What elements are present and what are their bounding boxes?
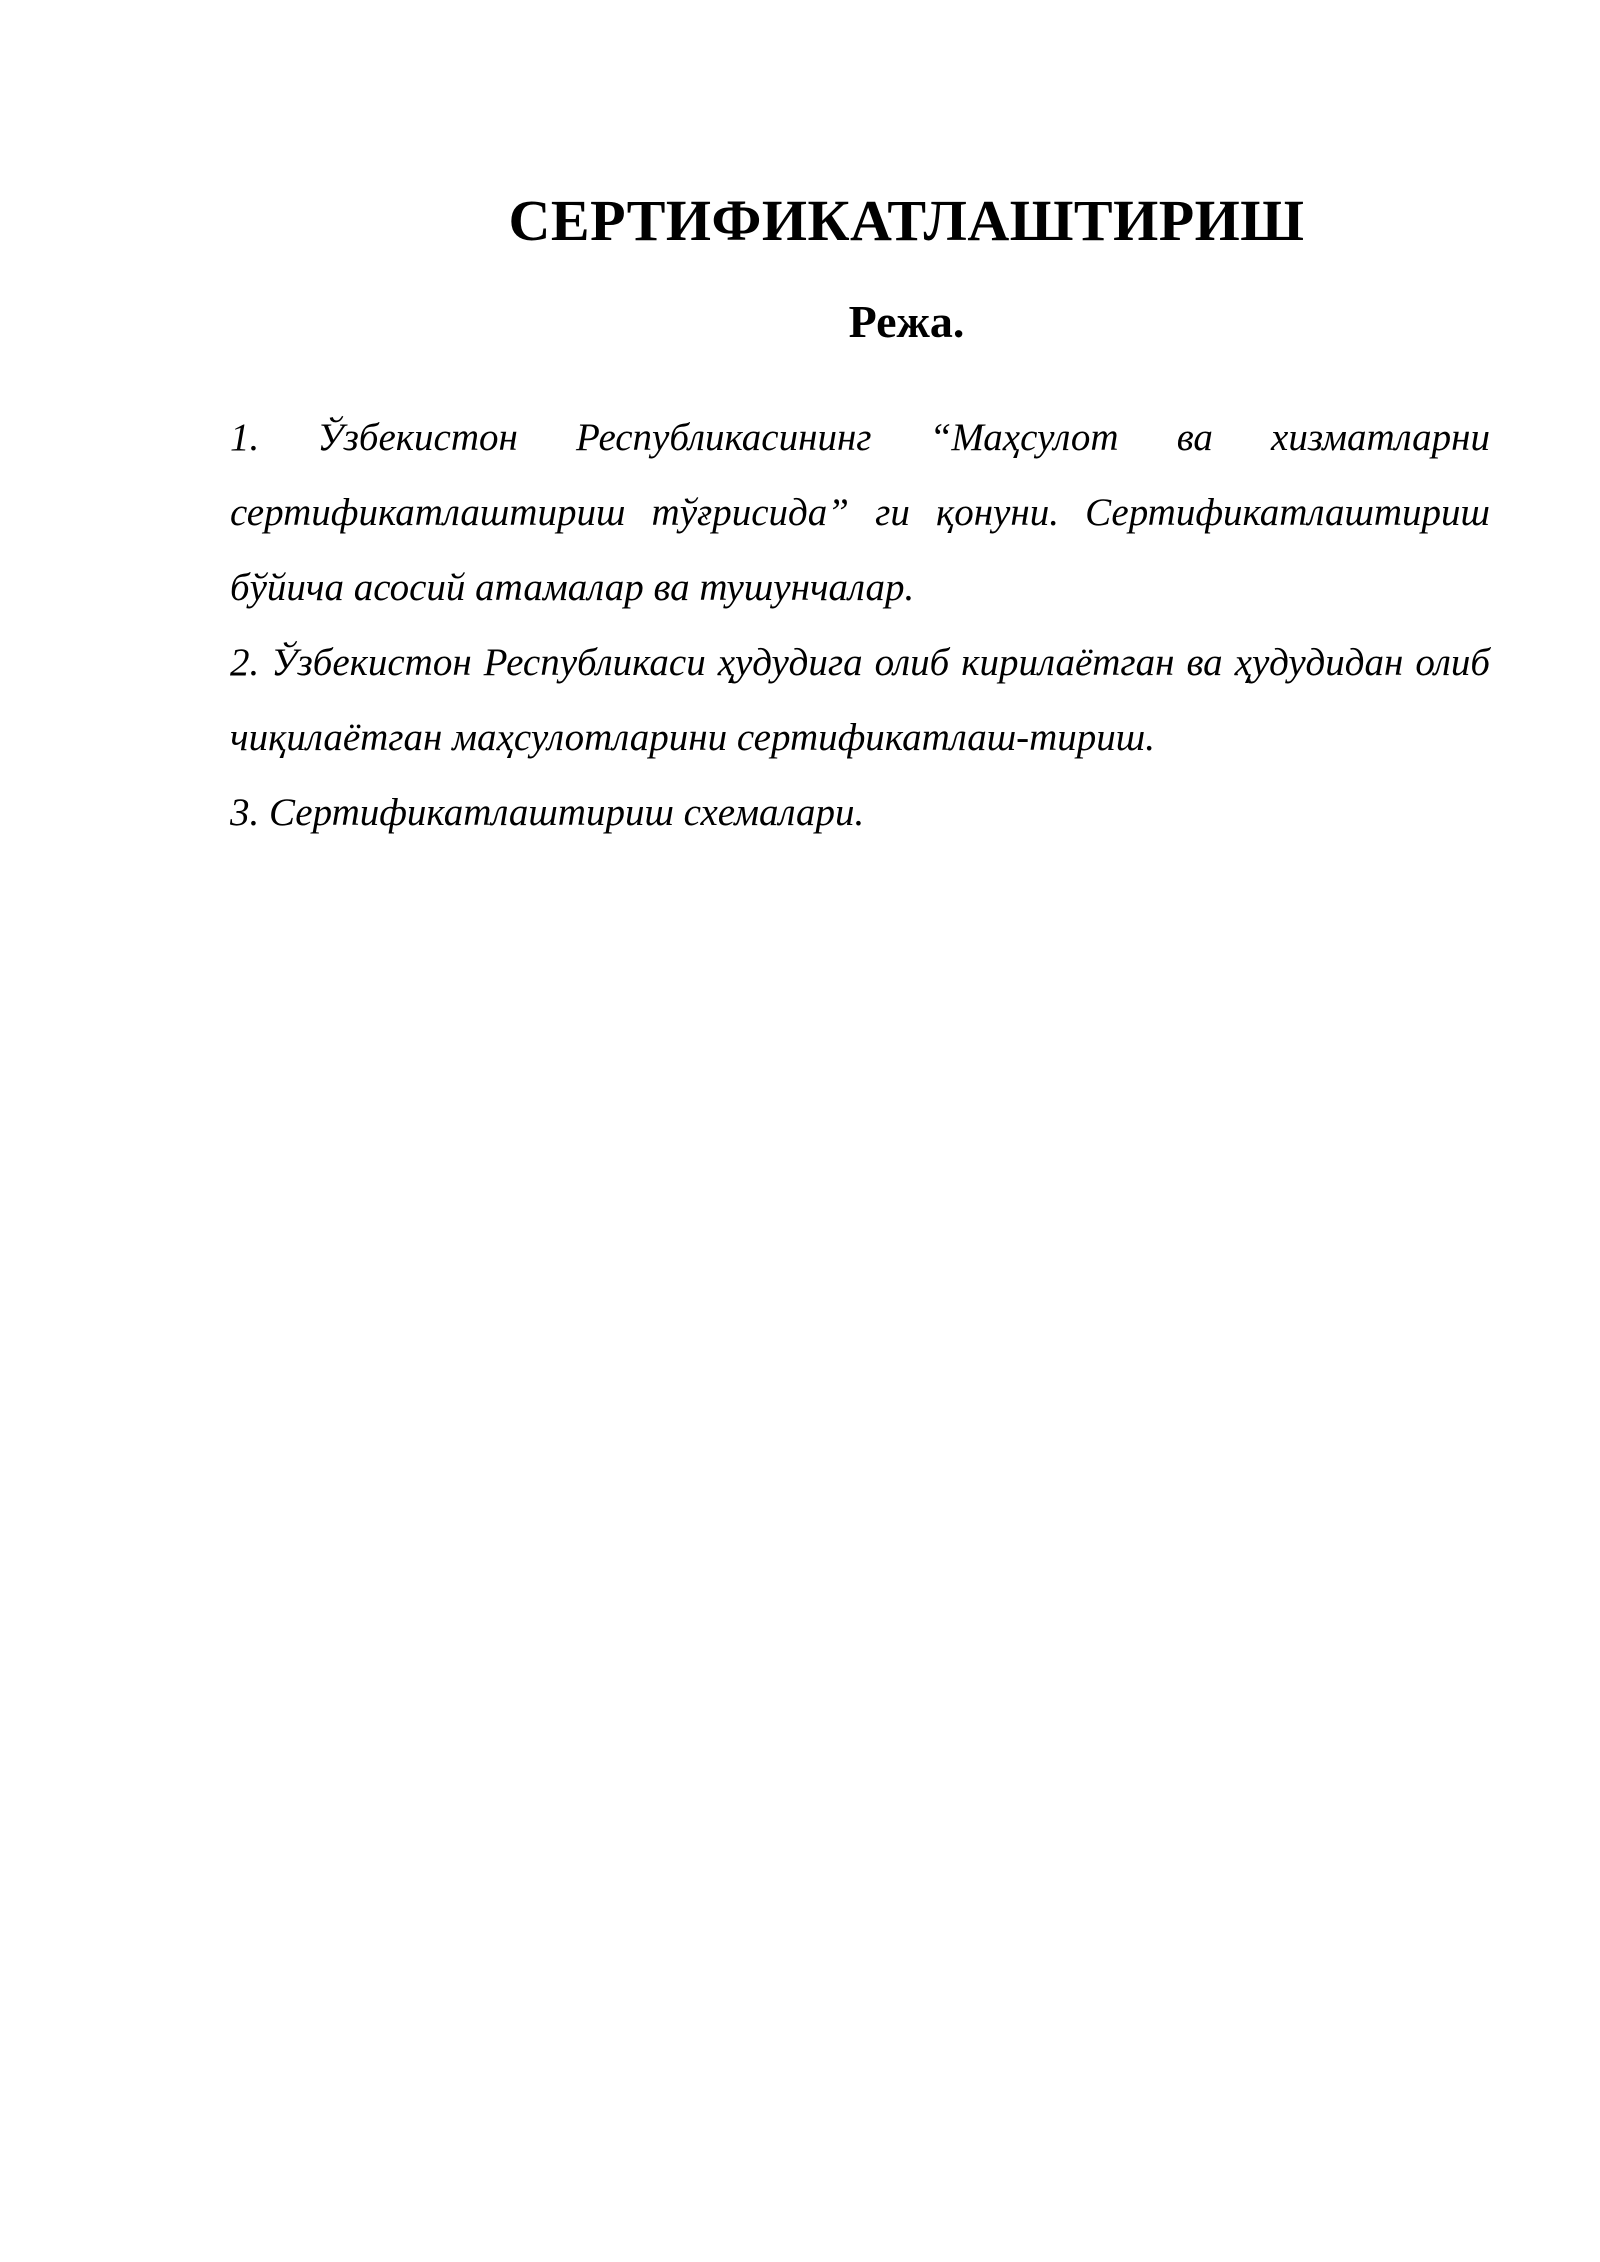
- plan-list: [230, 400, 1490, 850]
- plan-item-3: 3. Сертификатлаштириш схемалари.: [230, 791, 865, 834]
- plan-item-2: 2. Ўзбекистон Республикаси ҳудудига олиб кирилаётган ва ҳудудидан олиб чиқилаётган маҳсулотларини сертификатлаш-тириш.: [230, 641, 1490, 759]
- plan-heading: Режа.: [848, 296, 965, 347]
- document-title: СЕРТИФИКАТЛАШТИРИШ: [508, 188, 1305, 253]
- plan-item-1: 1. Ўзбекистон Республикасининг “Маҳсулот ва хизматларни сертификатлаштириш тўғрисида” ги қонуни. Сертификатлаштириш бўйича асосий атамалар ва тушунчалар.: [230, 416, 1490, 609]
